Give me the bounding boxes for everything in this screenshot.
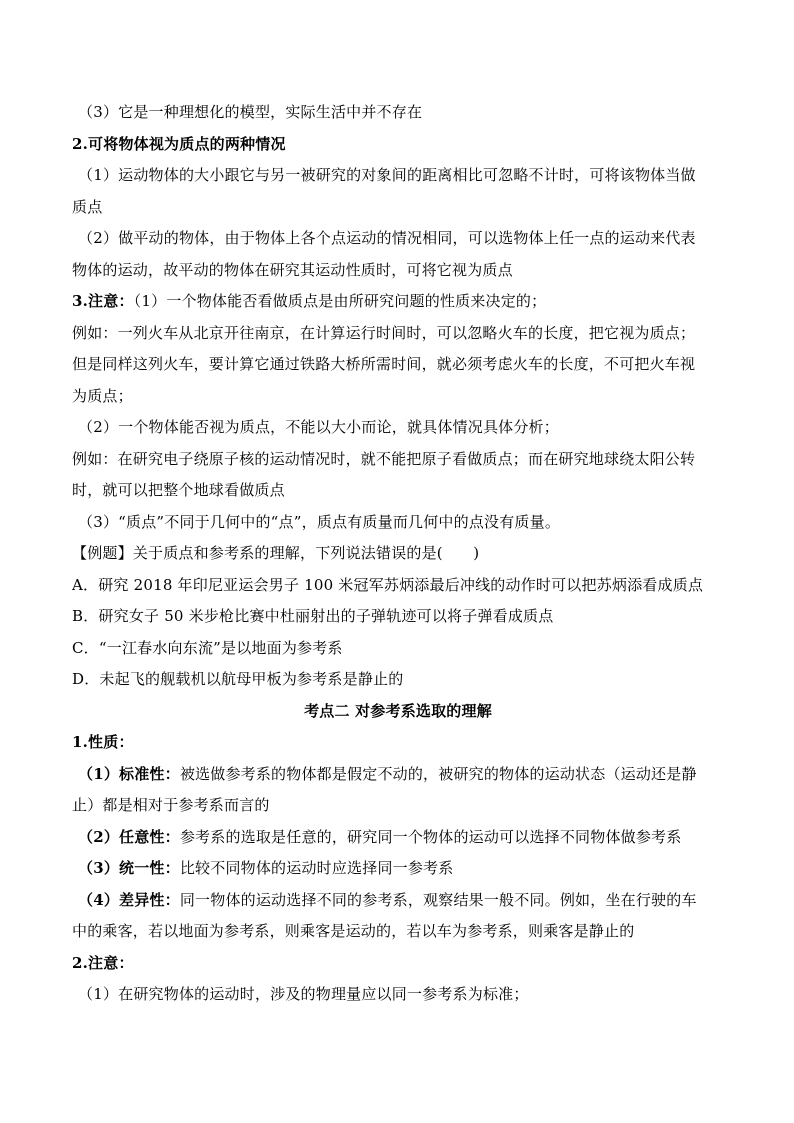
attention-1: （1）在研究物体的运动时，涉及的物理量应以同一参考系为标准； xyxy=(78,985,529,1003)
property-3-text: 比较不同物体的运动时应选择同一参考系 xyxy=(179,859,454,877)
heading-properties: 1.性质： xyxy=(72,733,134,751)
property-1-line-1 xyxy=(72,759,724,791)
section-2-title: 考点二 对参考系选取的理解 xyxy=(304,701,492,720)
property-3-label: （3）统一性： xyxy=(78,859,180,877)
note-3: （3）“质点”不同于几何中的“点”，质点有质量而几何中的点没有质量。 xyxy=(78,512,561,531)
option-d: D．未起飞的舰载机以航母甲板为参考系是静止的 xyxy=(72,670,404,688)
heading-attention: 2.注意： xyxy=(72,953,134,972)
example-1-line-2: 但是同样这列火车，要计算它通过铁路大桥所需时间，就必须考虑火车的长度，不可把火车视 xyxy=(72,355,696,373)
example-1-line-3: 为质点； xyxy=(72,386,133,405)
option-c: C．“一江春水向东流”是以地面为参考系 xyxy=(72,638,343,657)
point-item-3: （3）它是一种理想化的模型，实际生活中并不存在 xyxy=(78,103,423,121)
case-1-line-2: 质点 xyxy=(72,197,103,216)
example-1-line-1: 例如：一列火车从北京开往南京，在计算运行时间时，可以忽略火车的长度，把它视为质点； xyxy=(72,323,696,342)
property-3 xyxy=(72,853,724,885)
option-a: A．研究 2018 年印尼亚运会男子 100 米冠军苏炳添最后冲线的动作时可以把苏炳添看成质点 xyxy=(72,575,704,594)
heading-notes xyxy=(72,286,724,318)
property-2 xyxy=(72,822,724,854)
example-2-line-1: 例如：在研究电子绕原子核的运动情况时，就不能把原子看做质点；而在研究地球绕太阳公转 xyxy=(72,449,696,468)
document-body xyxy=(72,97,724,1011)
property-4-line-2: 中的乘客，若以地面为参考系，则乘客是运动的，若以车为参考系，则乘客是静止的 xyxy=(72,922,635,940)
case-2-line-2: 物体的运动，故平动的物体在研究其运动性质时，可将它视为质点 xyxy=(72,260,513,279)
example-2-line-2: 时，就可以把整个地球看做质点 xyxy=(72,481,285,499)
property-1-line-2: 止）都是相对于参考系而言的 xyxy=(72,796,270,814)
example-question-stem: 【例题】关于质点和参考系的理解，下列说法错误的是( ) xyxy=(72,544,480,562)
notes-text: （1）一个物体能否看做质点是由所研究问题的性质来决定的； xyxy=(133,292,547,310)
property-2-text: 参考系的选取是任意的，研究同一个物体的运动可以选择不同物体做参考系 xyxy=(179,827,682,846)
property-4-label: （4）差异性： xyxy=(78,890,180,909)
property-1-text: 被选做参考系的物体都是假定不动的，被研究的物体的运动状态（运动还是静 xyxy=(179,764,697,783)
heading-two-cases: 2.可将物体视为质点的两种情况 xyxy=(72,134,286,153)
case-1-line-1: （1）运动物体的大小跟它与另一被研究的对象间的距离相比可忽略不计时，可将该物体当做 xyxy=(78,166,696,184)
property-4-line-1 xyxy=(72,885,724,917)
case-2-line-1: （2）做平动的物体，由于物体上各个点运动的情况相同，可以选物体上任一点的运动来代表 xyxy=(78,229,696,247)
property-1-label: （1）标准性： xyxy=(78,764,180,783)
option-b: B．研究女子 50 米步枪比赛中杜丽射出的子弹轨迹可以将子弹看成质点 xyxy=(72,607,554,625)
property-2-label: （2）任意性： xyxy=(78,827,180,846)
property-4-text: 同一物体的运动选择不同的参考系，观察结果一般不同。例如，坐在行驶的车 xyxy=(179,890,697,909)
note-2: （2）一个物体能否视为质点，不能以大小而论，就具体情况具体分析； xyxy=(78,418,559,436)
notes-label: 3.注意： xyxy=(72,292,134,310)
